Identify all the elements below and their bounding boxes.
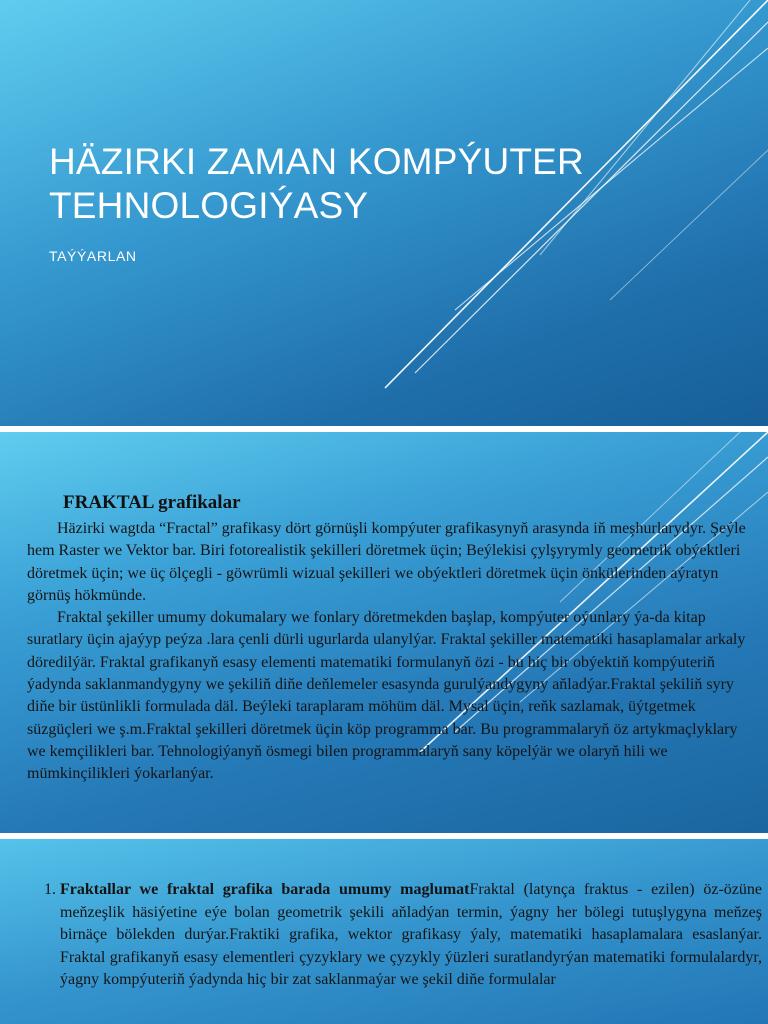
paragraph-2: Fraktal şekiller umumy dokumalary we fonlary döretmekden başlap, kompýuter oýunlary ýa-da kitap suratlary üçin ajaýyp peýza .lara çenli dürli ugurlarda ulanylýar. Fraktal şekiller matematiki hasaplamalar arkaly döredilýär. Fraktal grafikanyň esasy elementi matematiki formulanyň özi - bu hiç bir obýektiň kompýuteriň ýadynda saklanmandygyny we şekiliň diňe deňlemeler esasynda gurulýandygyny aňladýar.Fraktal şekiliň syry diňe bir üstünlikli formulada däl. Beýleki taraplaram möhüm däl. Mysal üçin, reňk sazlamak, üýtgetmek süzgüçleri we ş.m.Fraktal şekilleri döretmek üçin köp programma bar. Bu programmalaryň öz artykmaçlyklary we kemçilikleri bar. Tehnologiýanyň ösmegi bilen programmalaryň sany köpelýär we olaryň hili we mümkinçilikleri ýokarlanýar. [27,609,746,783]
section-heading: FRAKTAL grafikalar [63,492,241,513]
presentation-subtitle: TAÝÝARLAN [49,248,137,264]
paragraph-1: Häzirki wagtda “Fractal” grafikasy dört görnüşli kompýuter grafikasynyň arasynda iň meşhurlarydyr. Şeýle hem Raster we Vektor bar. Biri fotorealistik şekilleri döretmek üçin; Beýlekisi çylşyrymly geometrik obýektleri döretmek üçin; we üç ölçegli - göwrümli wizual şekilleri we obýektleri döretmek üçin önkülerinden aýratyn görnüş hökmünde. [27,520,746,604]
section-body [27,518,759,786]
title-line-2: TEHNOLOGIÝASY [49,185,369,226]
content-slide-overview [0,839,768,1024]
content-slide-fractal [0,432,768,839]
numbered-list [34,879,762,992]
list-item-title: Fraktallar we fraktal grafika barada umumy maglumat [60,881,470,898]
presentation-title [49,140,649,228]
list-item-text: Fraktal (latynça fraktus - ezilen) öz-özüne meňzeşlik häsiýetine eýe bolan geometrik şekili aňladýan termin, ýagny her bölegi tutuşlygyna meňzeş birnäçe bölekden durýar.Fraktiki grafika, wektor grafikasy ýaly, matematiki hasaplamalara esaslanýar. Fraktal grafikanyň esasy elementleri çyzyklary we çyzykly ýüzleri suratlandyrýan matematiki formulalardyr, ýagny kompýuteriň ýadynda hiç bir zat saklanmaýar we şekil diňe formulalar [60,881,762,988]
title-slide [0,0,768,432]
numbered-list-container [34,879,762,992]
list-item [60,879,762,992]
title-line-1: HÄZIRKI ZAMAN KOMPÝUTER [49,141,584,182]
